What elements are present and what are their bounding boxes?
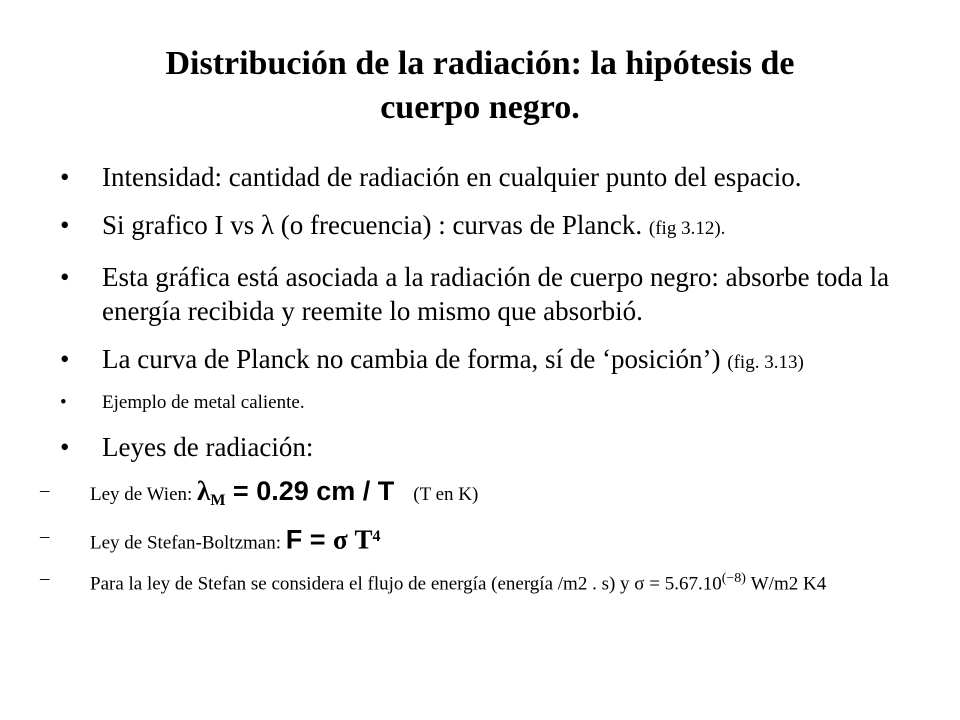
dash-marker: –: [40, 480, 50, 501]
bullet-list: [40, 160, 920, 607]
stefan-equation-left: F =: [285, 524, 334, 555]
bullet-dot: •: [60, 344, 70, 374]
lambda-subscript: M: [210, 491, 226, 509]
fig-reference: (fig. 3.13): [727, 352, 804, 373]
bullet-dot: •: [60, 210, 70, 240]
sigma-symbol: σ: [333, 524, 348, 555]
sub-bullet-flujo: [40, 566, 920, 597]
wien-equation: = 0.29 cm / T: [225, 476, 395, 506]
bullet-text: Si grafico I vs λ (o frecuencia) : curvas de Planck.: [102, 210, 643, 240]
sub-bullet-stefan: [40, 524, 920, 556]
bullet-text: Intensidad: cantidad de radiación en cualquier punto del espacio.: [102, 162, 802, 192]
bullet-leyes: [60, 430, 920, 464]
stefan-exponent: 4: [372, 527, 381, 545]
bullet-dot: •: [60, 432, 70, 462]
wien-label: Ley de Wien:: [90, 484, 193, 505]
slide-title: [80, 42, 880, 130]
stefan-label: Ley de Stefan-Boltzman:: [90, 532, 281, 554]
bullet-dot: •: [60, 162, 70, 192]
bullet-text: Leyes de radiación:: [102, 432, 314, 462]
bullet-text: La curva de Planck no cambia de forma, sí de ‘posición’): [102, 344, 721, 374]
dash-marker: –: [40, 525, 50, 547]
bullet-planck-curves: [60, 208, 920, 246]
bullet-dot: •: [60, 262, 70, 292]
bullet-cuerpo-negro: [60, 260, 920, 328]
bullet-text: Esta gráfica está asociada a la radiación de cuerpo negro: absorbe toda la energía recibida y reemite lo mismo que absorbió.: [102, 262, 890, 326]
flujo-text: Para la ley de Stefan se considera el flujo de energía (energía /m2 . s) y σ = 5.67.10: [90, 573, 722, 595]
bullet-metal-caliente: [60, 390, 920, 416]
title-line-2: cuerpo negro.: [380, 89, 580, 126]
lambda-symbol: λ: [197, 476, 211, 506]
bullet-dot: •: [60, 392, 67, 413]
bullet-planck-shape: [60, 342, 920, 380]
wien-note: (T en K): [413, 484, 479, 505]
stefan-equation-right: T: [347, 524, 373, 555]
title-line-1: Distribución de la radiación: la hipótesis de: [165, 45, 795, 82]
flujo-units: W/m2 K4: [745, 573, 827, 595]
fig-reference: (fig 3.12).: [648, 218, 726, 239]
dash-marker: –: [40, 568, 50, 590]
bullet-text: Ejemplo de metal caliente.: [102, 392, 305, 413]
flujo-exponent: (−8): [721, 571, 746, 587]
sub-bullet-wien: [40, 478, 920, 514]
bullet-intensidad: [60, 160, 920, 194]
